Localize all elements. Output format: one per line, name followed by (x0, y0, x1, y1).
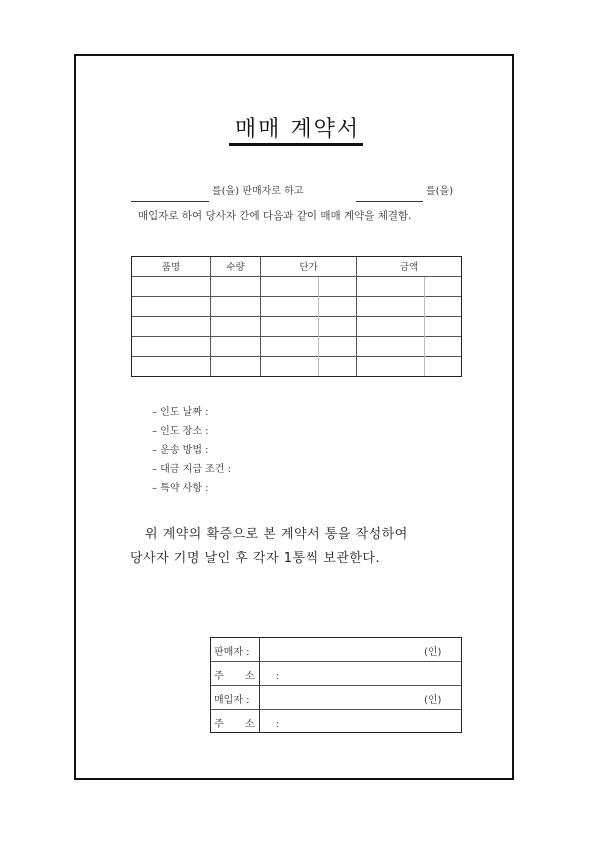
term-payment-conditions: – 대금 지급 조건 : (152, 464, 232, 475)
statement-line-1: 위 계약의 확증으로 본 계약서 통을 작성하여 (145, 527, 408, 542)
seller-name-blank (131, 201, 209, 202)
title-underline (229, 143, 363, 146)
term-special-clauses: – 특약 사항 : (152, 483, 209, 494)
buyer-name-blank (356, 201, 423, 202)
table-row-rule (132, 296, 461, 297)
table-header-unit-price: 단가 (299, 262, 318, 273)
table-header-rule (132, 276, 461, 277)
signature-row-rule (211, 661, 461, 662)
term-delivery-date: – 인도 날짜 : (152, 407, 209, 418)
table-col-rule (260, 257, 261, 376)
buyer-seal-mark: (인) (424, 695, 442, 706)
seller-label: 판매자 : (214, 647, 250, 658)
statement-line-2: 당사자 기명 날인 후 각자 1통씩 보관한다. (130, 551, 381, 566)
table-subcol-rule (318, 277, 319, 376)
intro-seller-text: 를(을) 판매자로 하고 (212, 186, 304, 197)
seller-address-label: 주 소 : (214, 671, 289, 682)
signature-row-rule (211, 685, 461, 686)
table-row-rule (132, 316, 461, 317)
intro-line-2: 매입자로 하여 당사자 간에 다음과 같이 매매 계약을 체결함. (138, 210, 412, 222)
signature-table (210, 637, 462, 733)
document-title: 매매 계약서 (234, 117, 361, 142)
term-delivery-place: – 인도 장소 : (152, 426, 209, 437)
table-row-rule (132, 336, 461, 337)
seller-seal-mark: (인) (424, 647, 442, 658)
table-header-quantity: 수량 (226, 262, 245, 273)
buyer-label: 매입자 : (214, 695, 250, 706)
table-row-rule (132, 356, 461, 357)
item-table (131, 256, 462, 377)
table-header-amount: 금액 (399, 262, 419, 273)
buyer-address-label: 주 소 : (214, 719, 289, 730)
table-subcol-rule (424, 277, 425, 376)
intro-buyer-text: 를(을) (426, 186, 454, 197)
table-col-rule (210, 257, 211, 376)
table-col-rule (356, 257, 357, 376)
signature-row-rule (211, 709, 461, 710)
term-shipping-method: – 운송 방법 : (152, 445, 209, 456)
table-header-item-name: 품명 (161, 262, 181, 273)
